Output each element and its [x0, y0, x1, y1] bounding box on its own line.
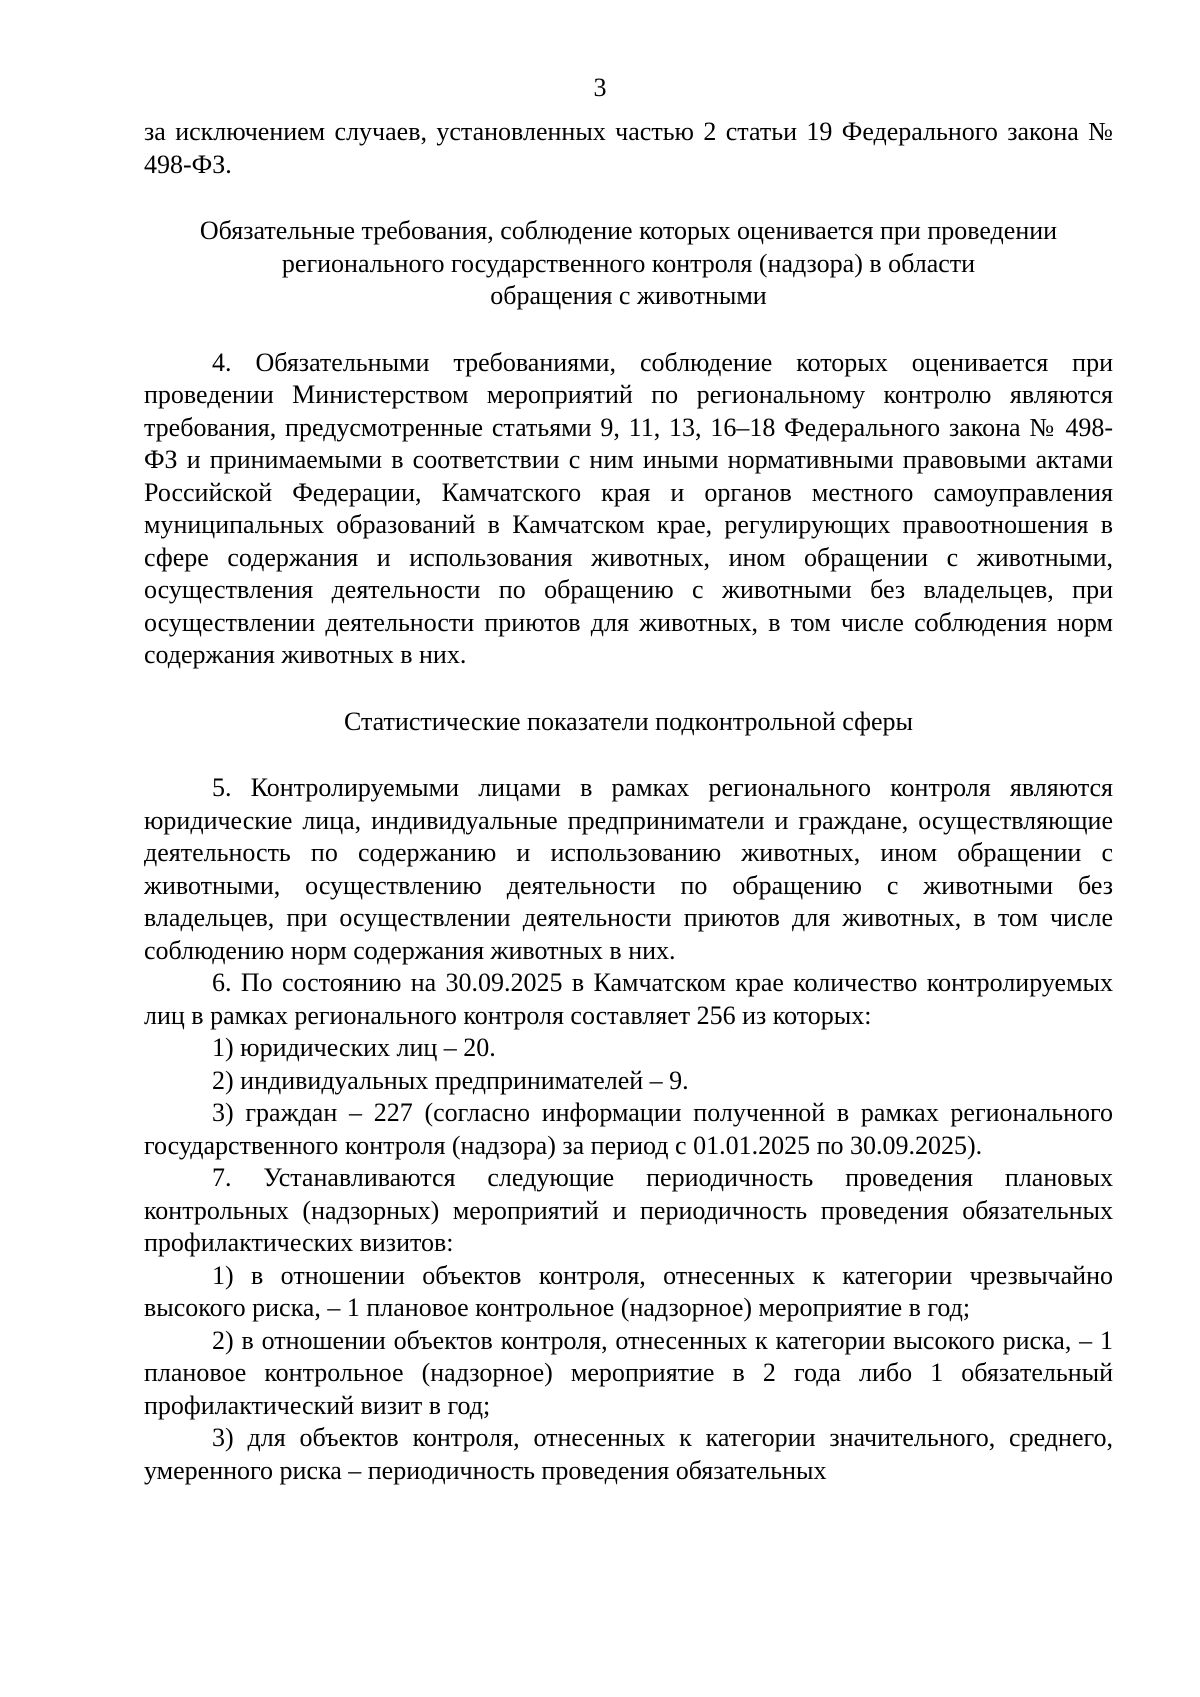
- heading-line: регионального государственного контроля (надзора) в области: [281, 248, 976, 278]
- paragraph-5: 5. Контролируемыми лицами в рамках регионального контроля являются юридические лица, индивидуальные предприниматели и граждане, осуществляющие деятельность по содержанию и использованию животных, ином обращении с животными, осуществлению деятельности по обращению с животными без владельцев, при осуществлении деятельности приютов для животных, в том числе соблюдению норм содержания животных в них.: [144, 773, 1113, 965]
- paragraph-7: 7. Устанавливаются следующие периодичность проведения плановых контрольных (надзорных) мероприятий и периодичность проведения обязательных профилактических визитов:: [144, 1163, 1113, 1257]
- paragraph-4: 4. Обязательными требованиями, соблюдение которых оценивается при проведении Министерством мероприятий по региональному контролю являются требования, предусмотренные статьями 9, 11, 13, 16–18 Федерального закона № 498-ФЗ и принимаемыми в соответствии с ним иными нормативными правовыми актами Российской Федерации, Камчатского края и органов местного самоуправления муниципальных образований в Камчатском крае, регулирующих правоотношения в сфере содержания и использования животных, ином обращении с животными, осуществления деятельности по обращению с животными без владельцев, при осуществлении деятельности приютов для животных, в том числе соблюдения норм содержания животных в них.: [144, 347, 1113, 669]
- section-heading-statistics: [144, 706, 1113, 739]
- heading-line: обращения с животными: [490, 281, 767, 310]
- section-heading-mandatory-requirements: [144, 215, 1113, 313]
- heading-line: Обязательные требования, соблюдение которых оценивается при проведении: [199, 216, 1058, 245]
- list-item-6-2: 2) индивидуальных предпринимателей – 9.: [212, 1065, 689, 1095]
- intro-paragraph: за исключением случаев, установленных частью 2 статьи 19 Федерального закона № 498-ФЗ.: [144, 117, 1113, 179]
- list-item-7-2: 2) в отношении объектов контроля, отнесенных к категории высокого риска, – 1 плановое контрольное (надзорное) мероприятие в 2 года либо 1 обязательный профилактический визит в год;: [144, 1325, 1113, 1420]
- heading-line: Статистические показатели подконтрольной сферы: [344, 706, 913, 736]
- paragraph-6: 6. По состоянию на 30.09.2025 в Камчатском крае количество контролируемых лиц в рамках регионального контроля составляет 256 из которых:: [144, 968, 1113, 1030]
- document-body: [144, 116, 1113, 1487]
- list-item-6-1: 1) юридических лиц – 20.: [212, 1033, 496, 1062]
- page-number: 3: [593, 73, 607, 102]
- list-item-7-1: 1) в отношении объектов контроля, отнесенных к категории чрезвычайно высокого риска, – 1 плановое контрольное (надзорное) мероприятие в год;: [144, 1260, 1113, 1322]
- list-item-6-3: 3) граждан – 227 (согласно информации полученной в рамках регионального государственного контроля (надзора) за период с 01.01.2025 по 30.09.2025).: [144, 1098, 1113, 1160]
- list-item-7-3: 3) для объектов контроля, отнесенных к категории значительного, среднего, умеренного риска – периодичность проведения обязательных: [144, 1423, 1113, 1485]
